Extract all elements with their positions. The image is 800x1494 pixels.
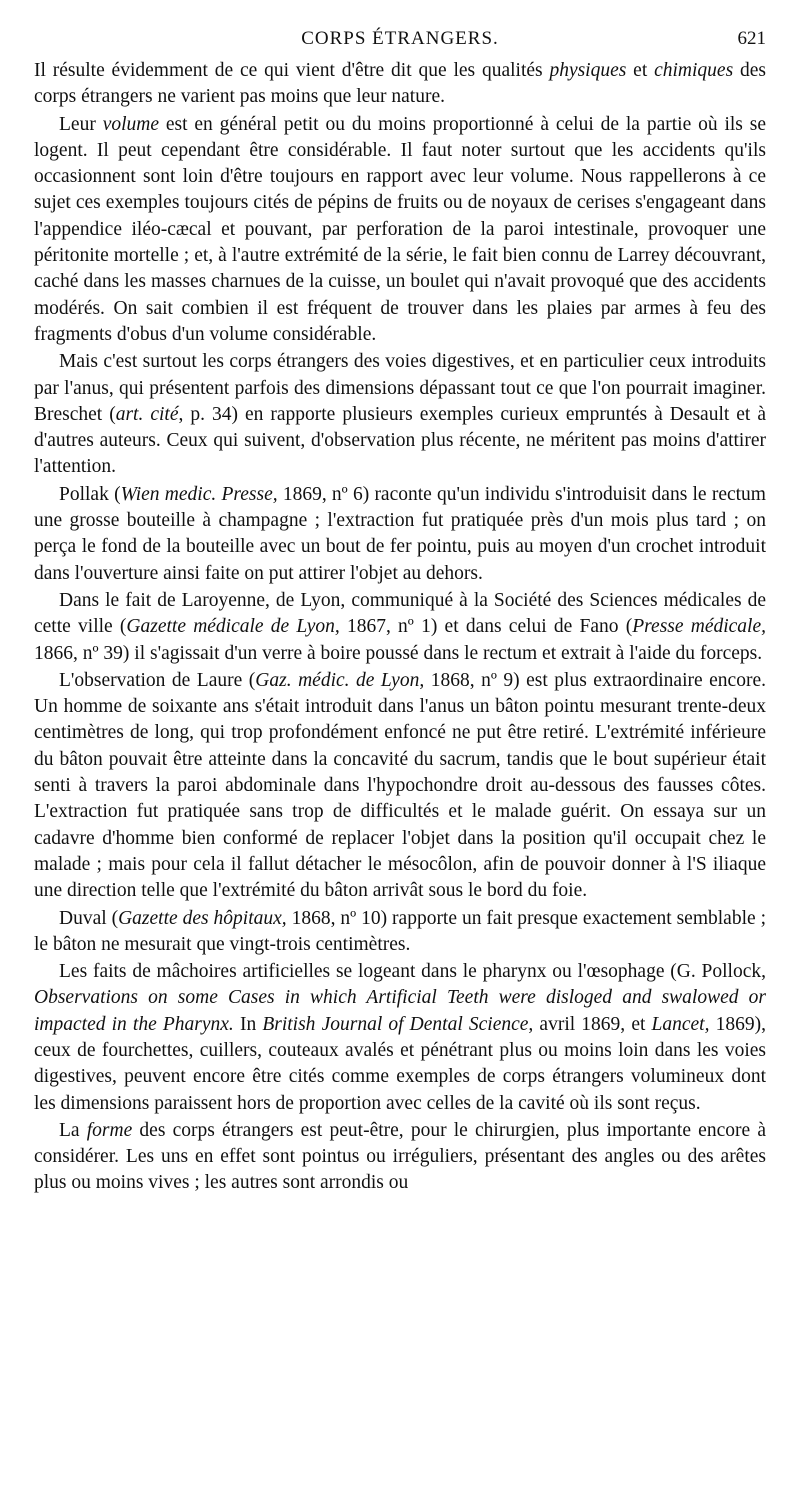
italic-text: Observations on some Cases in which Artificial Teeth were disloged and swalowed or impacted in the Pharynx. <box>34 987 766 1035</box>
italic-text: physiques <box>549 60 627 81</box>
text-run: 1867, nº 1) et dans celui de Fano ( <box>339 616 633 638</box>
paragraph <box>34 349 766 480</box>
text-run: 1869), ceux de fourchettes, cuillers, couteaux avalés et pénétrant plus ou moins loin dans les voies digestives, peuvent encore être cités comme exemples de corps étrangers volumineux dont les dimensions paraissent hors de proportion avec celles de la cavité où ils sont reçus. <box>34 1013 766 1114</box>
paragraph <box>34 588 766 667</box>
page-number: 621 <box>737 28 766 49</box>
paragraph <box>34 1118 766 1197</box>
italic-text: art. cité <box>115 403 179 425</box>
text-run: des corps étrangers ne varient pas moins que leur nature. <box>34 60 766 108</box>
text-run: des corps étrangers est peut-être, pour le chirurgien, plus importante encore à considérer. Les uns en effet sont pointus ou irréguliers, présentant des angles ou des arêtes plus ou moins vives ; les autres sont arrondis ou <box>34 1119 766 1194</box>
text-run: L'observation de Laure ( <box>59 669 256 691</box>
paragraph <box>34 112 766 349</box>
italic-text: Lancet, <box>651 1013 710 1035</box>
italic-text: Gazette médicale de Lyon, <box>126 616 340 638</box>
text-run: et <box>626 60 655 81</box>
italic-text: forme <box>86 1119 133 1141</box>
paragraph <box>34 668 766 905</box>
text-run: , p. 34) en rapporte plusieurs exemples curieux empruntés à Desault et à d'autres auteurs. Ceux qui suivent, d'observation plus récente, ne méritent pas moins d'attirer l'attention. <box>34 403 766 478</box>
text-run: Dans le fait de Laroyenne, de Lyon, communiqué à la Société des Sciences médicales de cette ville ( <box>34 589 766 638</box>
italic-text: Gazette des hôpitaux, <box>118 907 287 929</box>
body-text <box>34 58 766 1197</box>
italic-text: Gaz. médic. de Lyon, <box>255 669 425 691</box>
text-run: 1868, nº 10) rapporte un fait presque exactement semblable ; le bâton ne mesurait que vingt-trois centimètres. <box>34 907 766 955</box>
text-run: Duval ( <box>59 907 119 929</box>
paragraph <box>34 58 766 111</box>
text-run: La <box>59 1119 87 1141</box>
text-run: Mais c'est surtout les corps étrangers des voies digestives, et en particulier ceux introduits par l'anus, qui présentent parfois des dimensions dépassant tout ce que l'on pourrait imaginer. Breschet ( <box>34 351 766 425</box>
running-title: CORPS ÉTRANGERS. <box>301 28 499 49</box>
book-page <box>34 28 766 1198</box>
text-run: est en général petit ou du moins proportionné à celui de la partie où ils se logent. Il peut cependant être considérable. Il faut noter surtout que les accidents qu'ils occasionnent sont loin d'être toujours en rapport avec leur volume. Nous rappellerons à ce sujet ces exemples toujours cités de pépins de fruits ou de noyaux de cerises s'engageant dans l'appendice iléo-cæcal et pouvant, par perforation de la paroi intestinale, provoquer une péritonite mortelle ; et, à l'autre extrémité de la série, le fait bien connu de Larrey découvrant, caché dans les masses charnues de la cuisse, un boulet qui n'avait provoqué que des accidents modérés. On sait combien il est fréquent de trouver dans les plaies par armes à feu des fragments d'obus d'un volume considérable. <box>34 113 766 345</box>
paragraph <box>34 959 766 1117</box>
paragraph <box>34 906 766 959</box>
text-run: 1866, nº 39) il s'agissait d'un verre à boire poussé dans le rectum et extrait à l'aide du forceps. <box>34 642 763 664</box>
italic-text: Presse médicale, <box>632 616 767 638</box>
italic-text: British Journal of Dental Science, <box>262 1013 534 1035</box>
italic-text: Wien medic. Presse, <box>120 483 278 505</box>
text-run: Les faits de mâchoires artificielles se logeant dans le pharynx ou l'œsophage (G. Pollock, <box>59 961 766 983</box>
running-head <box>34 28 766 58</box>
text-run: Il résulte évidemment de ce qui vient d'être dit que les qualités <box>34 60 550 81</box>
text-run: Pollak ( <box>59 483 121 505</box>
text-run: In <box>233 1013 263 1035</box>
text-run: 1869, nº 6) raconte qu'un individu s'introduisit dans le rectum une grosse bouteille à champagne ; l'extraction fut pratiquée près d'un mois plus tard ; on perça le fond de la bouteille avec un bout de fer pointu, puis au moyen d'un crochet introduit dans l'ouverture ainsi faite on put attirer l'objet au dehors. <box>34 483 766 584</box>
text-run: 1868, nº 9) est plus extraordinaire encore. Un homme de soixante ans s'était introduit dans l'anus un bâton pointu mesurant trente-deux centimètres de long, qui trop profondément enfoncé ne put être retiré. L'extrémité inférieure du bâton pouvait être atteinte dans la concavité du sacrum, tandis que le bout supérieur était senti à travers la paroi abdominale dans l'hypochondre droit au-dessous des fausses côtes. L'extraction fut pratiquée sans trop de difficultés et le malade guérit. On essaya sur un cadavre d'homme bien conformé de replacer l'objet dans la position qu'il occupait chez le malade ; mais pour cela il fallut détacher le mésocôlon, afin de pouvoir donner à l'S iliaque une direction telle que l'extrémité du bâton arrivât sous le bord du foie. <box>34 669 766 902</box>
text-run: Leur <box>59 113 103 135</box>
italic-text: chimiques <box>654 60 734 81</box>
text-run: avril 1869, et <box>533 1013 652 1035</box>
paragraph <box>34 482 766 587</box>
italic-text: volume <box>102 113 159 135</box>
